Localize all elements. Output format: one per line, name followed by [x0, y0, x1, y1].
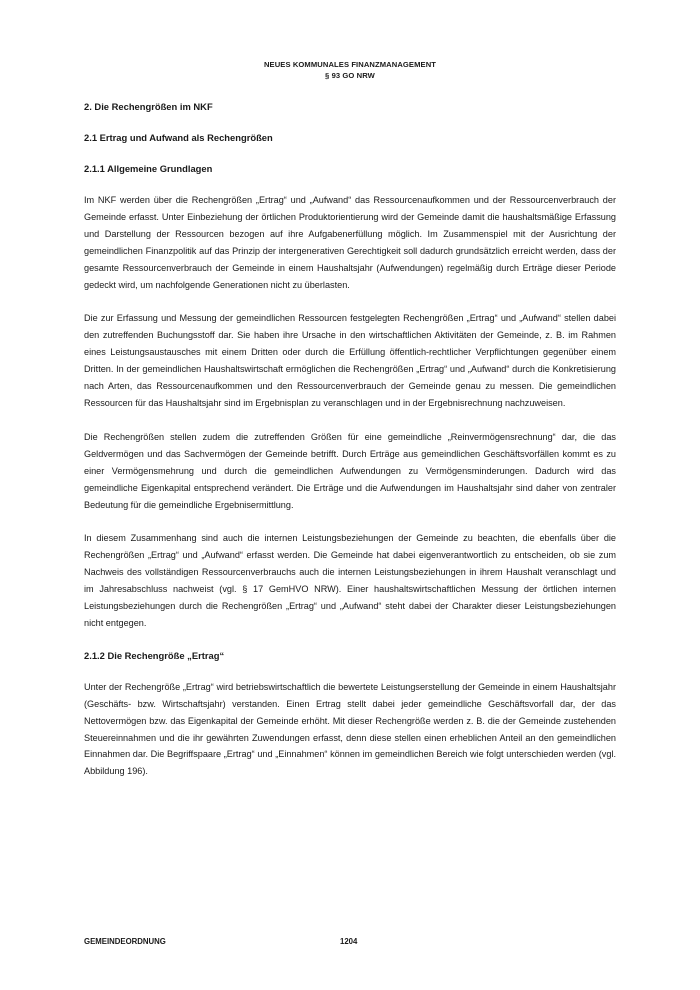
header-title: NEUES KOMMUNALES FINANZMANAGEMENT — [263, 60, 437, 69]
paragraph: Die zur Erfassung und Messung der gemeindlichen Ressourcen festgelegten Rechengrößen „Ertrag“ und „Aufwand“ stellen dabei den zutreffenden Buchungsstoff dar. Sie haben ihre Ursache in den wirtschaftlichen Aktivitäten der Gemeinde, z. B. im Rahmen eines Leistungsaustausches mit einem Dritten oder durch die Erfüllung öffentlich-rechtlicher Verpflichtungen gegenüber einem Dritten. In der gemeindlichen Haushaltswirtschaft ermöglichen die Rechengrößen „Ertrag“ und „Aufwand“ durch die Konkretisierung nach Arten, das Ressourcenaufkommen und den Ressourcenverbrauch der Gemeinde genau zu messen. Die gemeindlichen Ressourcen für das Haushaltsjahr sind im Ergebnisplan zu veranschlagen und in der Ergebnisrechnung nachzuweisen. — [84, 313, 616, 408]
page-number: 1204 — [340, 937, 358, 946]
heading-section-2-1: 2.1 Ertrag und Aufwand als Rechengrößen — [84, 132, 273, 143]
header-paragraph-ref: § 93 GO NRW — [325, 70, 375, 80]
footer-title: GEMEINDEORDNUNG — [84, 937, 166, 946]
heading-section-2: 2. Die Rechengrößen im NKF — [84, 101, 213, 112]
paragraph: In diesem Zusammenhang sind auch die internen Leistungsbeziehungen der Gemeinde zu beachten, die ebenfalls über die Rechengrößen „Ertrag“ und „Aufwand“ erfasst werden. Die Gemeinde hat dabei eigenverantwortlich zu entscheiden, ob sie zum Nachweis des vollständigen Ressourcenverbrauchs auch die internen Leistungsbeziehungen in ihrem Haushalt veranschlagt und im Jahresabschluss nachweist (vgl. § 17 GemHVO NRW). Einer haushaltswirtschaftlichen Messung der örtlichen internen Leistungsbeziehungen durch die Rechengrößen „Ertrag“ und „Aufwand“ steht dabei der Charakter dieser Leistungsbeziehungen nicht entgegen. — [84, 533, 616, 628]
document-body — [84, 101, 616, 797]
page-footer — [84, 937, 616, 949]
page-header — [0, 60, 700, 81]
heading-section-2-1-2: 2.1.2 Die Rechengröße „Ertrag“ — [84, 649, 225, 661]
paragraph: Unter der Rechengröße „Ertrag“ wird betriebswirtschaftlich die bewertete Leistungserstellung der Gemeinde in einem Haushaltsjahr (Geschäfts- bzw. Wirtschaftsjahr) verstanden. Einen Ertrag stellt dabei jeder gemeindliche Geschäftsvorfall dar, der das Nettovermögen bzw. das Eigenkapital der Gemeinde erhöht. Mit dieser Rechengröße werden z. B. die der Gemeinde zustehenden Steuereinnahmen und die ihr gewährten Zuwendungen erfasst, denn diese stellen einen erheblichen Anteil an den gemeindlichen Einnahmen dar. Die Begriffspaare „Ertrag“ und „Einnahmen“ können im gemeindlichen Bereich wie folgt unterschieden werden (vgl. Abbildung 196). — [84, 681, 616, 777]
heading-section-2-1-1: 2.1.1 Allgemeine Grundlagen — [84, 163, 213, 174]
paragraph: Die Rechengrößen stellen zudem die zutreffenden Größen für eine gemeindliche „Reinvermögensrechnung“ dar, die das Geldvermögen und das Sachvermögen der Gemeinde betrifft. Durch Erträge aus gemeindlichen Geschäftsvorfällen kommt es zu einer Vermögensmehrung und durch die gemeindlichen Aufwendungen zu Vermögensminderungen. Dadurch wird das gemeindliche Eigenkapital entsprechend verändert. Die Erträge und die Aufwendungen im Haushaltsjahr sind daher von zentraler Bedeutung für die gemeindliche Ergebnisermittlung. — [84, 431, 616, 510]
paragraph: Im NKF werden über die Rechengrößen „Ertrag“ und „Aufwand“ das Ressourcenaufkommen und der Ressourcenverbrauch der Gemeinde erfasst. Unter Einbeziehung der örtlichen Produktorientierung wird der Gemeinde damit die haushaltsmäßige Erfassung und Darstellung der Ressourcen bezogen auf ihre Aufgabenerfüllung möglich. Im Zusammenspiel mit der Ausrichtung der gemeindlichen Finanzpolitik auf das Prinzip der intergenerativen Gerechtigkeit soll dadurch grundsätzlich erreicht werden, dass der gesamte Ressourcenverbrauch der Gemeinde in einem Haushaltsjahr (Aufwendungen) regelmäßig durch Erträge dieser Periode gedeckt wird, um nachfolgende Generationen nicht zu überlasten. — [84, 195, 616, 290]
